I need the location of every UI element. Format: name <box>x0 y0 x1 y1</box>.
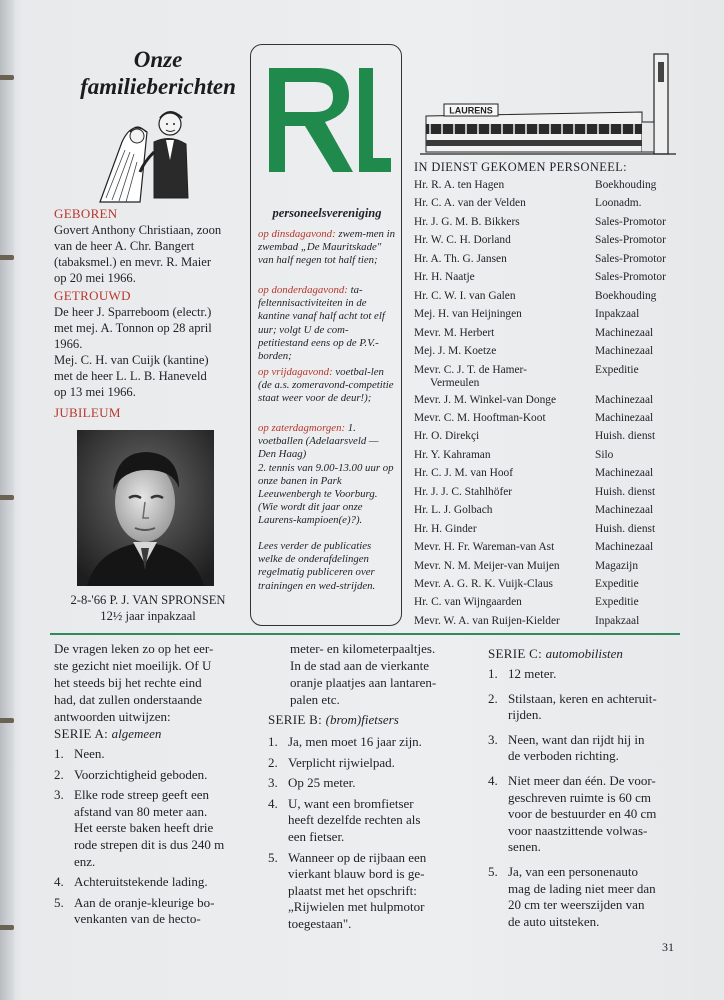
caption-line: 2-8-'66 P. J. VAN SPRONSEN <box>70 593 226 607</box>
event-saturday <box>258 422 398 528</box>
text-line: met mej. A. Tonnon op 28 april <box>54 321 212 335</box>
event-note <box>258 540 398 593</box>
text-line: had, dat zullen onderstaande <box>54 692 202 707</box>
personnel-department: Machinezaal <box>595 541 654 554</box>
personnel-department: Inpakzaal <box>595 308 640 321</box>
answer-text <box>508 666 684 683</box>
text-line: antwoorden uitwijzen: <box>54 709 171 724</box>
personnel-department: Expeditie <box>595 578 639 590</box>
personnel-department: Machinezaal <box>595 345 654 358</box>
personnel-department: Machinezaal <box>595 326 654 339</box>
personnel-department: Inpakzaal <box>595 614 640 627</box>
jubileum-heading: JUBILEUM <box>54 405 121 420</box>
answer-line: Niet meer dan één. De voor- <box>508 773 656 788</box>
personnel-name: Hr. C. W. I. van Galen <box>414 289 516 302</box>
event-text: zwem-men in zwembad „De Mauritskade" van half negen tot half tien; <box>258 228 396 267</box>
event-when: op vrijdagavond: <box>258 366 333 378</box>
family-title-line2: familieberichten <box>80 74 236 99</box>
answer-number: 5. <box>268 849 278 865</box>
personnel-name: Hr. Y. Kahraman <box>414 448 491 461</box>
answer-line: voor de bestuurder en 40 cm <box>508 806 657 822</box>
answer-line: plaatst met het opschrift: <box>288 882 417 898</box>
answer-number: 5. <box>54 894 64 910</box>
answer-line: Verplicht rijwielpad. <box>288 754 395 770</box>
personnel-department: Machinezaal <box>595 393 654 406</box>
answer-number: 3. <box>54 787 64 803</box>
personnel-name: Hr. O. Direkçi <box>414 430 480 443</box>
answer-item <box>268 755 468 772</box>
answer-text <box>508 773 684 856</box>
binding-ring <box>0 75 14 80</box>
answer-item <box>488 666 684 683</box>
answer-number: 4. <box>488 773 498 788</box>
personnel-heading: IN DIENST GEKOMEN PERSONEEL: <box>414 160 628 174</box>
text-line: op 20 mei 1966. <box>54 271 136 285</box>
answer-text <box>74 767 254 784</box>
answer-item <box>268 734 468 751</box>
jubilee-caption <box>48 592 248 624</box>
answer-line: Achteruitstekende lading. <box>74 874 208 890</box>
caption-line: 12½ jaar inpakzaal <box>100 609 196 623</box>
personnel-name: Mevr. N. M. Meijer-van Muijen <box>414 559 560 572</box>
answer-item <box>268 850 468 933</box>
answer-line: „Rijwielen met hulpmotor <box>288 899 425 915</box>
getrouwd-heading: GETROUWD <box>54 288 131 303</box>
answer-line: de verboden richting. <box>508 748 619 764</box>
answer-line: rode strepen dit is dus 240 m <box>74 836 225 852</box>
answer-line: voor naastzittende volwas- <box>508 822 648 838</box>
personnel-name: Mej. H. van Heijningen <box>414 308 522 321</box>
personnel-name: Mej. J. M. Koetze <box>414 345 497 358</box>
answer-line: toegestaan". <box>288 915 352 931</box>
answer-item <box>488 691 684 724</box>
answer-line: senen. <box>508 839 541 855</box>
text-line: op 13 mei 1966. <box>54 385 136 399</box>
serie-c-heading <box>488 646 623 662</box>
personnel-name: Hr. H. Naatje <box>414 271 475 284</box>
event-when: op zaterdagmorgen: <box>258 422 346 434</box>
personnel-name: Mevr. H. Fr. Wareman-van Ast <box>414 541 555 554</box>
answer-line: geschreven ruimte is 60 cm <box>508 789 651 805</box>
jubilee-portrait-photo <box>77 430 214 586</box>
personnel-department: Machinezaal <box>595 504 654 517</box>
answer-text <box>288 850 468 933</box>
answer-item <box>54 746 254 763</box>
text-line: De vragen leken zo op het eer- <box>54 641 214 656</box>
event-tuesday <box>258 228 398 268</box>
answer-number: 1. <box>488 666 498 681</box>
personnel-department: Sales-Promotor <box>595 271 666 284</box>
personnel-name-continued: Vermeulen <box>430 376 480 389</box>
answer-number: 2. <box>268 754 278 770</box>
getrouwd-text <box>54 304 254 400</box>
binding-ring <box>0 255 14 260</box>
answer-number: 3. <box>488 731 498 747</box>
quiz-continued <box>290 640 480 708</box>
answer-number: 4. <box>54 874 64 890</box>
event-when: op donderdagavond: <box>258 284 348 296</box>
text-line: Mej. C. H. van Cuijk (kantine) <box>54 353 209 367</box>
answer-line: Ja, men moet 16 jaar zijn. <box>288 734 422 749</box>
personnel-name: Mevr. J. M. Winkel-van Donge <box>414 393 557 406</box>
association-title: personeelsvereniging <box>272 206 382 220</box>
answer-line: Neen, want dan rijdt hij in <box>508 731 645 747</box>
answer-text <box>288 796 468 846</box>
serie-label: SERIE C: <box>488 646 543 661</box>
answer-line: venkanten van de hecto- <box>74 911 201 927</box>
serie-name: automobilisten <box>545 646 623 661</box>
answer-line: U, want een bromfietser <box>288 795 414 811</box>
answer-line: Wanneer op de rijbaan een <box>288 849 427 865</box>
text-line: meter- en kilometerpaaltjes. <box>290 641 436 656</box>
answer-line: afstand van 80 meter aan. <box>74 803 208 819</box>
serie-b-heading <box>268 712 399 728</box>
answer-text <box>508 732 684 765</box>
personnel-name: Mevr. C. J. T. de Hamer- <box>414 363 527 376</box>
answer-line: 12 meter. <box>508 666 557 681</box>
answer-text <box>508 691 684 724</box>
text-line: 1966. <box>54 337 83 351</box>
personnel-department: Machinezaal <box>595 467 654 480</box>
answer-item <box>488 773 684 856</box>
building-sign: LAURENS <box>449 105 493 116</box>
text-line: palen etc. <box>290 692 340 707</box>
answer-text <box>74 787 254 870</box>
serie-label: SERIE A: <box>54 726 109 741</box>
personnel-department: Magazijn <box>595 559 639 572</box>
family-title-line1: Onze <box>133 47 183 72</box>
event-text: voetbal-len (de a.s. zomeravond-competitie staat weer voor de deur!); <box>258 366 394 405</box>
answer-line: vierkant blauw bord is ge- <box>288 866 425 882</box>
geboren-text <box>54 222 254 286</box>
event-friday <box>258 366 398 406</box>
answer-text <box>74 895 254 928</box>
answer-item <box>54 874 254 891</box>
answer-line: Aan de oranje-kleurige bo- <box>74 894 215 910</box>
answer-text <box>508 864 684 930</box>
personnel-department: Machinezaal <box>595 411 654 424</box>
wedding-couple-illustration <box>92 102 196 206</box>
quiz-intro <box>54 640 254 725</box>
answer-item <box>268 775 468 792</box>
personnel-name: Hr. W. C. H. Dorland <box>414 234 511 247</box>
serie-name: algemeen <box>111 726 162 741</box>
personnel-name: Hr. R. A. ten Hagen <box>414 179 505 191</box>
personnel-department: Sales-Promotor <box>595 234 666 247</box>
personnel-department: Huish. dienst <box>595 522 656 535</box>
event-text: ta-feltennisactiviteiten in de kantine vanaf half acht tot elf uur; volgt U de com-petitiestand eens op de P.V.-borden; <box>258 284 385 363</box>
answer-number: 2. <box>54 766 64 782</box>
binding-ring <box>0 925 14 930</box>
answer-number: 3. <box>268 775 278 791</box>
answer-item <box>54 767 254 784</box>
answer-item <box>488 732 684 765</box>
answer-line: heeft dezelfde rechten als <box>288 812 421 828</box>
answer-number: 1. <box>268 734 278 749</box>
event-when: op dinsdagavond: <box>258 228 336 240</box>
personnel-department: Boekhouding <box>595 289 657 302</box>
text-line: met de heer L. L. B. Haneveld <box>54 369 207 383</box>
text-line: (tabaksmel.) en mevr. R. Maier <box>54 255 212 269</box>
family-news-title <box>58 46 258 100</box>
event-text: 1. voetballen (Adelaarsveld — Den Haag) 2. tennis van 9.00-13.00 uur op onze banen in Park Leeuwenbergh te Voorburg. (Wie wordt dit jaar onze Laurens-kampioen(e)?). <box>258 422 394 527</box>
personnel-name: Hr. L. J. Golbach <box>414 504 493 517</box>
personnel-department: Sales-Promotor <box>595 252 666 265</box>
text-line: Govert Anthony Christiaan, zoon <box>54 223 222 237</box>
answer-line: Op 25 meter. <box>288 775 356 791</box>
answer-text <box>74 874 254 891</box>
personnel-name: Mevr. A. G. R. K. Vuijk-Claus <box>414 578 553 590</box>
personnel-name: Hr. A. Th. G. Jansen <box>414 252 507 265</box>
answer-line: een fietser. <box>288 828 345 844</box>
personnel-name: Hr. C. van Wijngaarden <box>414 596 522 609</box>
text-line: het steeds bij het rechte eind <box>54 675 202 690</box>
answer-text <box>74 746 254 763</box>
answer-line: Elke rode streep geeft een <box>74 787 209 803</box>
section-divider <box>50 633 680 635</box>
personnel-name: Hr. J. J. C. Stahlhöfer <box>414 485 513 498</box>
binding-ring <box>0 718 14 723</box>
answer-line: mag de lading niet meer dan <box>508 880 656 896</box>
answer-line: Voorzichtigheid geboden. <box>74 766 208 782</box>
personnel-department: Huish. dienst <box>595 485 656 498</box>
personnel-name: Hr. J. G. M. B. Bikkers <box>414 215 520 228</box>
personnel-department: Expeditie <box>595 596 639 609</box>
personnel-department: Boekhouding <box>595 179 657 191</box>
answer-line: 20 cm ter weerszijden van <box>508 897 645 913</box>
answer-line: Stilstaan, keren en achteruit- <box>508 690 657 706</box>
personnel-department: Sales-Promotor <box>595 215 666 228</box>
personnel-name: Mevr. W. A. van Ruijen-Kielder <box>414 614 560 627</box>
serie-label: SERIE B: <box>268 712 323 727</box>
answer-line: de auto uitsteken. <box>508 913 600 929</box>
personnel-department: Huish. dienst <box>595 430 656 443</box>
personnel-department: Expeditie <box>595 363 639 376</box>
binding-ring <box>0 495 14 500</box>
page-number: 31 <box>662 940 674 954</box>
personnel-name: Hr. H. Ginder <box>414 522 477 535</box>
answer-number: 5. <box>488 864 498 879</box>
answer-item <box>54 787 254 870</box>
answer-text <box>288 755 468 772</box>
factory-building-illustration <box>420 52 676 160</box>
text-line: In de stad aan de vierkante <box>290 658 429 673</box>
serie-a-heading <box>54 726 161 742</box>
answer-line: Neen. <box>74 746 105 761</box>
personnel-name: Mevr. C. M. Hooftman-Koot <box>414 411 546 424</box>
answer-line: Ja, van een personenauto <box>508 864 638 879</box>
event-text: Lees verder de publicaties welke de onderafdelingen regelmatig publiceren over trainingen en wed-strijden. <box>258 540 376 592</box>
text-line: ste gezicht niet moeilijk. Of U <box>54 658 212 673</box>
page-binding <box>0 0 14 1000</box>
personnel-name: Mevr. M. Herbert <box>414 326 495 339</box>
serie-name: (brom)fietsers <box>325 712 399 727</box>
answer-text <box>288 734 468 751</box>
personnel-name: Hr. C. J. M. van Hoof <box>414 467 514 480</box>
answer-line: Het eerste baken heeft drie <box>74 820 214 836</box>
geboren-heading: GEBOREN <box>54 206 118 221</box>
text-line: van de heer A. Chr. Bangert <box>54 239 195 253</box>
answer-item <box>268 796 468 846</box>
text-line: De heer J. Sparreboom (electr.) <box>54 305 212 319</box>
rl-logo <box>263 60 393 180</box>
text-line: oranje plaatjes aan lantaren- <box>290 675 437 690</box>
personnel-name: Hr. C. A. van der Velden <box>414 197 526 210</box>
event-thursday <box>258 284 398 363</box>
answer-number: 1. <box>54 746 64 761</box>
answer-item <box>54 895 254 928</box>
personnel-department: Loonadm. <box>595 197 642 210</box>
personnel-department: Silo <box>595 448 614 461</box>
answer-line: enz. <box>74 853 96 869</box>
answer-line: rijden. <box>508 707 542 723</box>
answer-text <box>288 775 468 792</box>
answer-number: 4. <box>268 795 278 811</box>
answer-number: 2. <box>488 690 498 706</box>
answer-item <box>488 864 684 930</box>
